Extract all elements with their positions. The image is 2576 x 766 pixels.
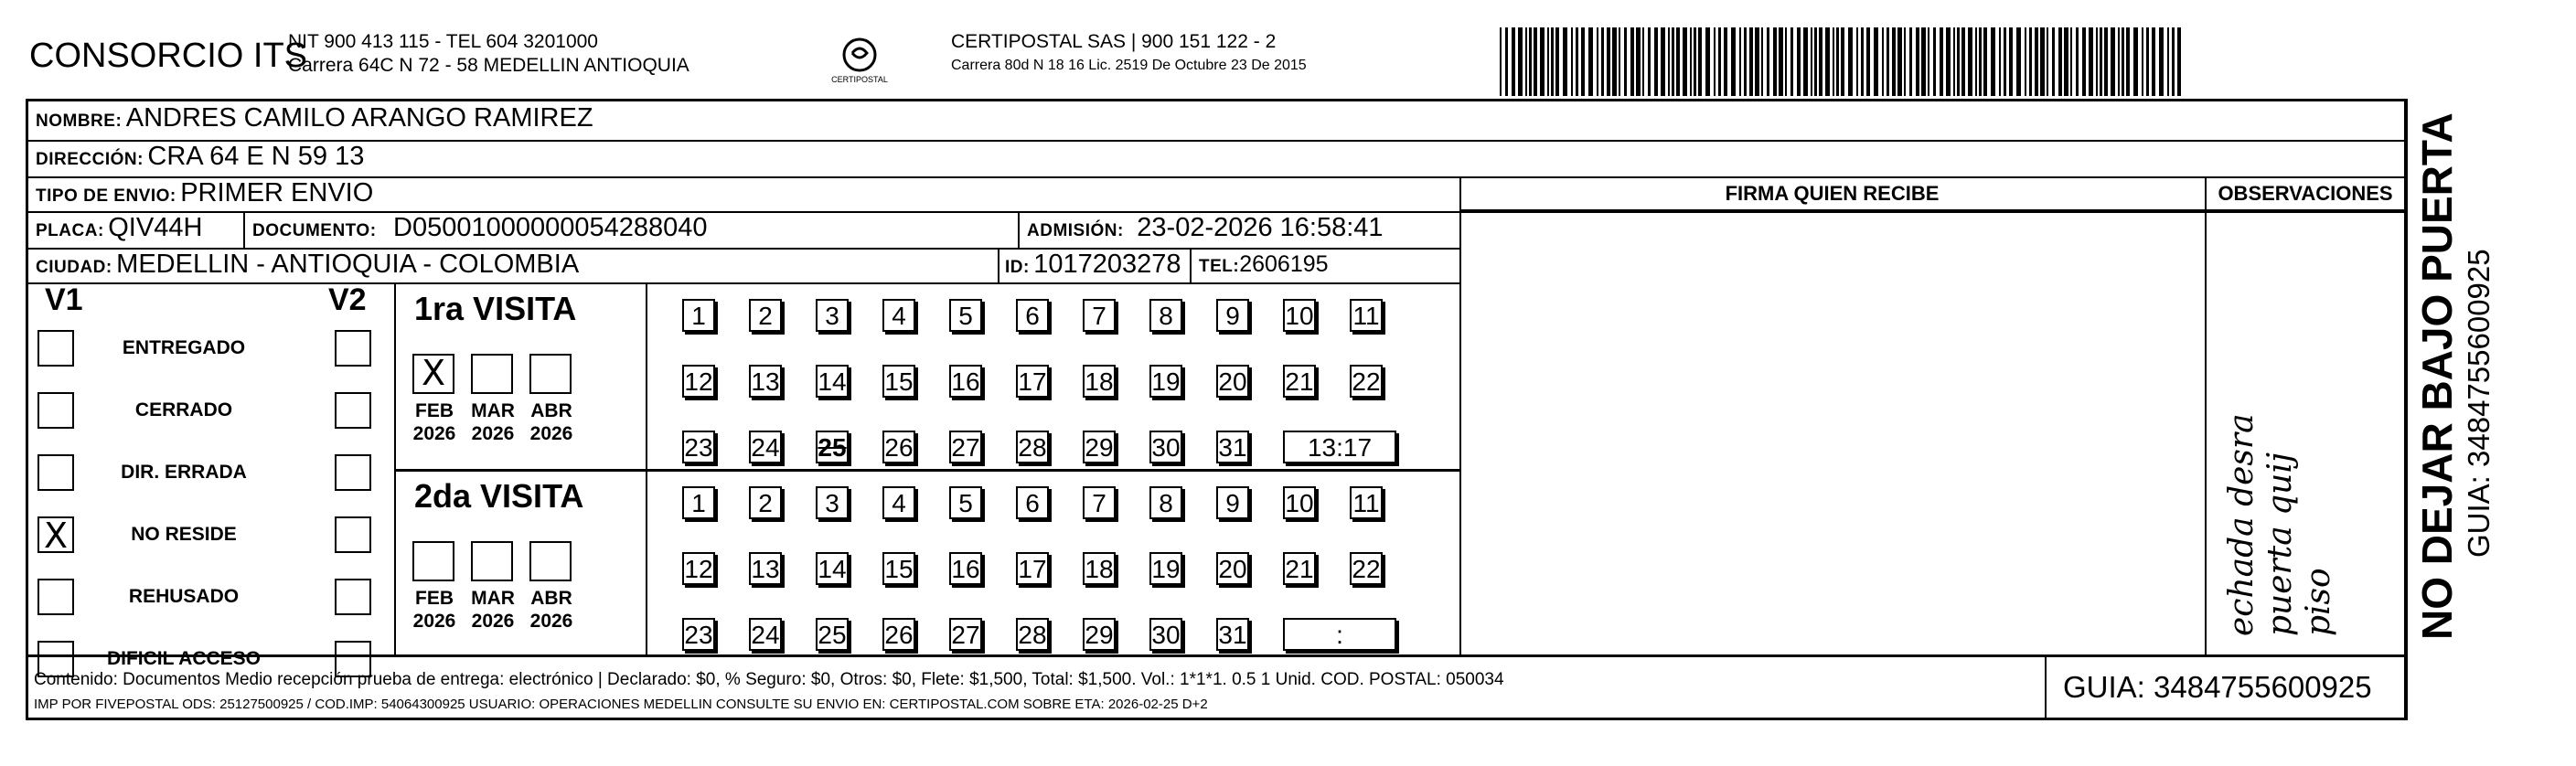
- day-box[interactable]: 30: [1149, 618, 1182, 651]
- day-box[interactable]: 22: [1350, 365, 1383, 398]
- day-box[interactable]: 7: [1083, 486, 1116, 519]
- v2-checkbox[interactable]: [335, 330, 371, 367]
- month-label: [409, 587, 460, 633]
- certi-line: CERTIPOSTAL SAS | 900 151 122 - 2: [951, 31, 1277, 52]
- placa-label: PLACA:: [36, 221, 104, 240]
- day-box[interactable]: 26: [882, 431, 915, 463]
- day-box[interactable]: 17: [1016, 552, 1049, 585]
- day-box[interactable]: 16: [949, 552, 982, 585]
- nombre-value: ANDRES CAMILO ARANGO RAMIREZ: [125, 103, 593, 133]
- day-box[interactable]: 3: [816, 486, 849, 519]
- day-box[interactable]: 12: [682, 365, 715, 398]
- v2-checkbox[interactable]: [335, 392, 371, 429]
- day-box[interactable]: 24: [749, 431, 782, 463]
- day-box[interactable]: 29: [1083, 618, 1116, 651]
- day-box[interactable]: 23: [682, 431, 715, 463]
- day-box[interactable]: 20: [1216, 365, 1249, 398]
- day-box[interactable]: 29: [1083, 431, 1116, 463]
- direccion-value: CRA 64 E N 59 13: [147, 142, 365, 171]
- day-box[interactable]: 4: [882, 486, 915, 519]
- day-box[interactable]: 13: [749, 365, 782, 398]
- day-box[interactable]: 25: [816, 618, 849, 651]
- day-box[interactable]: 12: [682, 552, 715, 585]
- status-label: REHUSADO: [128, 586, 240, 607]
- day-box[interactable]: 28: [1016, 618, 1049, 651]
- company-name: CONSORCIO ITS: [29, 37, 308, 75]
- month-year: 2026: [529, 611, 573, 632]
- tel-cell: [1199, 251, 1329, 278]
- certipostal-logo: [818, 35, 901, 90]
- day-box[interactable]: 16: [949, 365, 982, 398]
- ciudad-cell: [36, 250, 579, 280]
- day-box[interactable]: 19: [1149, 552, 1182, 585]
- v1-checkbox[interactable]: [37, 454, 74, 491]
- v2-checkbox[interactable]: [335, 516, 371, 553]
- v1-label: V1: [45, 282, 83, 317]
- time-box[interactable]: 13:17: [1283, 431, 1396, 463]
- day-box[interactable]: 30: [1149, 431, 1182, 463]
- id-value: 1017203278: [1033, 250, 1181, 279]
- day-box[interactable]: 26: [882, 618, 915, 651]
- footer-contenido: Contenido: Documentos Medio recepción prueba de entrega: electrónico | Declarado: $0, % Seguro: $0, Otros: $0, Flete: $1,500, Total: $1,500. Vol.: 1*1*1. 0.5 1 Unid. COD. POSTAL: 050034: [34, 670, 1504, 689]
- documento-label: DOCUMENTO:: [252, 221, 377, 240]
- status-label: NO RESIDE: [131, 524, 237, 545]
- day-box[interactable]: 3: [816, 299, 849, 332]
- month-name: ABR: [530, 588, 572, 609]
- tipo-value: PRIMER ENVIO: [180, 178, 374, 207]
- tipo-row: [36, 178, 373, 208]
- day-box[interactable]: 13: [749, 552, 782, 585]
- month-name: MAR: [471, 400, 515, 421]
- month-year: 2026: [471, 611, 515, 632]
- time-box[interactable]: :: [1283, 618, 1396, 651]
- day-box[interactable]: 8: [1149, 486, 1182, 519]
- tel-label: TEL:: [1199, 257, 1240, 276]
- day-box[interactable]: 14: [816, 552, 849, 585]
- admision-cell: [1027, 213, 1384, 243]
- day-box[interactable]: 15: [882, 365, 915, 398]
- day-box[interactable]: 19: [1149, 365, 1182, 398]
- company-info: [288, 30, 689, 78]
- month-name: ABR: [530, 400, 572, 421]
- day-box[interactable]: 20: [1216, 552, 1249, 585]
- certipostal-info: [951, 30, 1307, 78]
- day-box[interactable]: 6: [1016, 299, 1049, 332]
- day-box[interactable]: 7: [1083, 299, 1116, 332]
- day-box[interactable]: 17: [1016, 365, 1049, 398]
- month-year: 2026: [412, 423, 456, 444]
- placa-cell: [36, 213, 202, 243]
- month-name: MAR: [471, 588, 515, 609]
- status-label: DIR. ERRADA: [121, 462, 247, 483]
- v2-label: V2: [328, 282, 367, 317]
- day-box[interactable]: 9: [1216, 486, 1249, 519]
- day-box[interactable]: 24: [749, 618, 782, 651]
- day-box[interactable]: 1: [682, 299, 715, 332]
- nombre-row: [36, 103, 593, 133]
- day-box[interactable]: 28: [1016, 431, 1049, 463]
- v2-checkbox[interactable]: [335, 579, 371, 615]
- id-cell: [1005, 250, 1181, 280]
- day-box[interactable]: 18: [1083, 365, 1116, 398]
- nit-line: NIT 900 413 115 - TEL 604 3201000: [288, 31, 598, 52]
- day-box[interactable]: 5: [949, 299, 982, 332]
- day-box[interactable]: 23: [682, 618, 715, 651]
- month-checkbox[interactable]: [471, 354, 513, 394]
- day-box[interactable]: 27: [949, 431, 982, 463]
- certi-address: Carrera 80d N 18 16 Lic. 2519 De Octubre 23 De 2015: [951, 58, 1307, 73]
- v1-checkbox[interactable]: [37, 330, 74, 367]
- day-box[interactable]: 21: [1283, 365, 1316, 398]
- footer-guia: GUIA: 3484755600925: [2063, 670, 2372, 704]
- day-box[interactable]: 9: [1216, 299, 1249, 332]
- day-box[interactable]: 18: [1083, 552, 1116, 585]
- visita2-title: 2da VISITA: [414, 477, 584, 515]
- nombre-label: NOMBRE:: [36, 112, 123, 131]
- day-box[interactable]: 1: [682, 486, 715, 519]
- day-box[interactable]: 31: [1216, 618, 1249, 651]
- ciudad-label: CIUDAD:: [36, 258, 112, 277]
- ciudad-value: MEDELLIN - ANTIOQUIA - COLOMBIA: [116, 250, 580, 279]
- month-name: FEB: [415, 400, 454, 421]
- day-box[interactable]: 31: [1216, 431, 1249, 463]
- day-box[interactable]: 5: [949, 486, 982, 519]
- address-line: Carrera 64C N 72 - 58 MEDELLIN ANTIOQUIA: [288, 55, 689, 76]
- month-label: [526, 587, 577, 633]
- month-label: [467, 399, 518, 445]
- v1-checkbox[interactable]: [37, 392, 74, 429]
- visita1-title: 1ra VISITA: [414, 290, 577, 327]
- admision-label: ADMISIÓN:: [1027, 221, 1124, 240]
- documento-cell: [252, 213, 708, 243]
- observaciones-label: OBSERVACIONES: [2218, 182, 2393, 205]
- month-checkbox[interactable]: [471, 541, 513, 581]
- day-box[interactable]: 6: [1016, 486, 1049, 519]
- delivery-form: [26, 99, 2408, 720]
- no-dejar-text: NO DEJAR BAJO PUERTA: [2413, 112, 2461, 640]
- status-label: DIFICIL ACCESO: [106, 648, 261, 669]
- observaciones-note-2: puerta quij: [2261, 452, 2299, 636]
- month-checkbox[interactable]: X: [412, 354, 454, 394]
- day-box[interactable]: 11: [1350, 299, 1383, 332]
- barcode: [1500, 27, 2186, 96]
- day-box[interactable]: 10: [1283, 486, 1316, 519]
- placa-value: QIV44H: [108, 213, 203, 242]
- day-box[interactable]: 14: [816, 365, 849, 398]
- observaciones-note-3: piso: [2300, 568, 2337, 636]
- tipo-label: TIPO DE ENVIO:: [36, 186, 176, 206]
- day-box[interactable]: 11: [1350, 486, 1383, 519]
- day-box[interactable]: 2: [749, 299, 782, 332]
- status-label: ENTREGADO: [122, 337, 246, 358]
- month-checkbox[interactable]: [412, 541, 454, 581]
- month-label: [467, 587, 518, 633]
- month-label: [409, 399, 460, 445]
- documento-value: D05001000000054288040: [393, 213, 708, 242]
- id-label: ID:: [1005, 258, 1030, 277]
- side-guia: GUIA: 3484755600925: [2462, 249, 2496, 558]
- day-box[interactable]: 27: [949, 618, 982, 651]
- day-box[interactable]: 25: [816, 431, 849, 463]
- tel-value: 2606195: [1239, 251, 1329, 277]
- day-box[interactable]: 10: [1283, 299, 1316, 332]
- day-box[interactable]: 2: [749, 486, 782, 519]
- day-box[interactable]: 22: [1350, 552, 1383, 585]
- v1-checkbox[interactable]: [37, 579, 74, 615]
- day-box[interactable]: 8: [1149, 299, 1182, 332]
- v1-checkbox[interactable]: X: [37, 516, 74, 553]
- admision-value: 23-02-2026 16:58:41: [1137, 213, 1384, 242]
- month-year: 2026: [412, 611, 456, 632]
- month-checkbox[interactable]: [529, 354, 572, 394]
- v2-checkbox[interactable]: [335, 454, 371, 491]
- logo-text: CERTIPOSTAL: [831, 75, 888, 84]
- firma-label: FIRMA QUIEN RECIBE: [1725, 182, 1940, 205]
- day-box[interactable]: 4: [882, 299, 915, 332]
- month-label: [526, 399, 577, 445]
- direccion-label: DIRECCIÓN:: [36, 150, 144, 169]
- month-year: 2026: [471, 423, 515, 444]
- day-box[interactable]: 15: [882, 552, 915, 585]
- day-box[interactable]: 21: [1283, 552, 1316, 585]
- observaciones-note-1: echada desra: [2223, 413, 2261, 636]
- month-checkbox[interactable]: [529, 541, 572, 581]
- footer-imp: IMP POR FIVEPOSTAL ODS: 25127500925 / COD.IMP: 54064300925 USUARIO: OPERACIONES MEDELLIN CONSULTE SU ENVIO EN: CERTIPOSTAL.COM SOBRE ETA: 2026-02-25 D+2: [34, 697, 1208, 712]
- direccion-row: [36, 142, 364, 172]
- status-label: CERRADO: [134, 399, 233, 420]
- month-year: 2026: [529, 423, 573, 444]
- month-name: FEB: [415, 588, 454, 609]
